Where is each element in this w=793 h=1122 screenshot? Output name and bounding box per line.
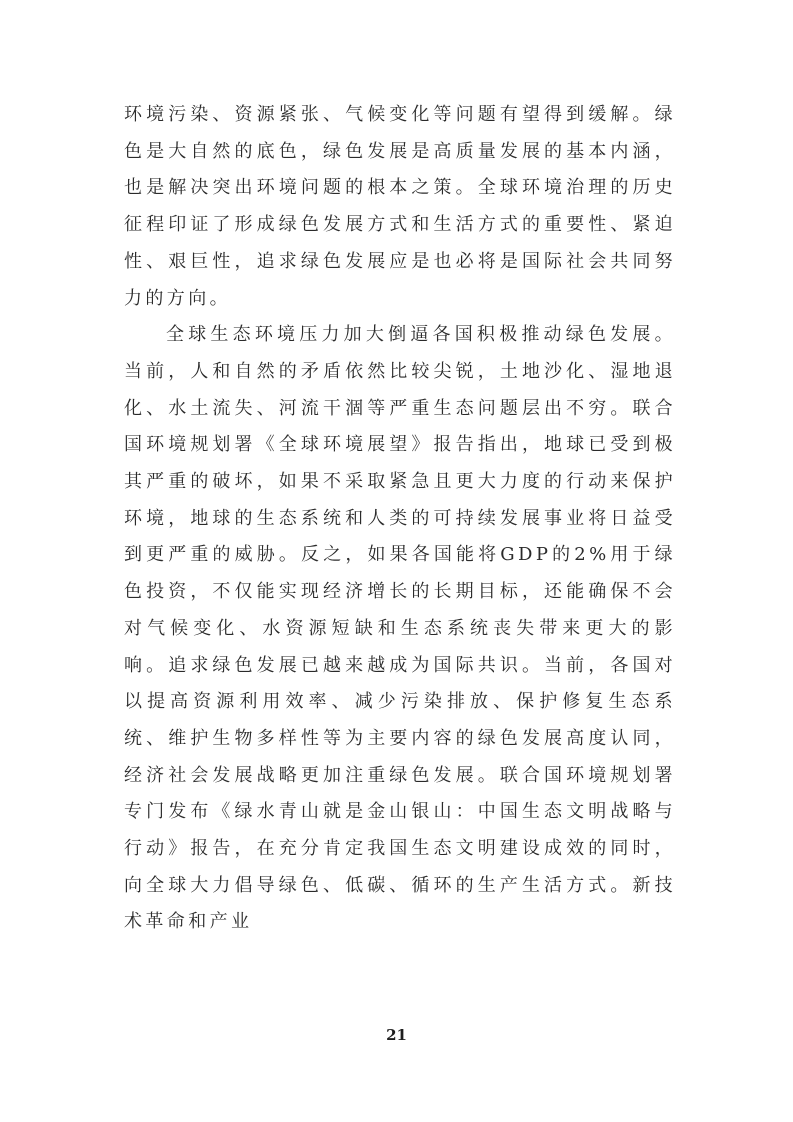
paragraph-1: 环境污染、资源紧张、气候变化等问题有望得到缓解。绿色是大自然的底色，绿色发展是高质量发展的基本内涵，也是解决突出环境问题的根本之策。全球环境治理的历史征程印证了形成绿色发展方式和生活方式的重要性、紧迫性、艰巨性，追求绿色发展应是也必将是国际社会共同努力的方向。 [124, 104, 676, 309]
page-number: 21 [386, 1026, 407, 1044]
paragraph-2: 全球生态环境压力加大倒逼各国积极推动绿色发展。当前，人和自然的矛盾依然比较尖锐，土地沙化、湿地退化、水土流失、河流干涸等严重生态问题层出不穷。联合国环境规划署《全球环境展望》报告指出，地球已受到极其严重的破坏，如果不采取紧急且更大力度的行动来保护环境，地球的生态系统和人类的可持续发展事业将日益受到更严重的威胁。反之，如果各国能将GDP的2%用于绿色投资，不仅能实现经济增长的长期目标，还能确保不会对气候变化、水资源短缺和生态系统丧失带来更大的影响。追求绿色发展已越来越成为国际共识。当前，各国对以提高资源利用效率、减少污染排放、保护修复生态系统、维护生物多样性等为主要内容的绿色发展高度认同，经济社会发展战略更加注重绿色发展。联合国环境规划署专门发布《绿水青山就是金山银山：中国生态文明战略与行动》报告，在充分肯定我国生态文明建设成效的同时，向全球大力倡导绿色、低碳、循环的生产生活方式。新技术革命和产业 [124, 324, 676, 933]
body-text [124, 97, 676, 941]
